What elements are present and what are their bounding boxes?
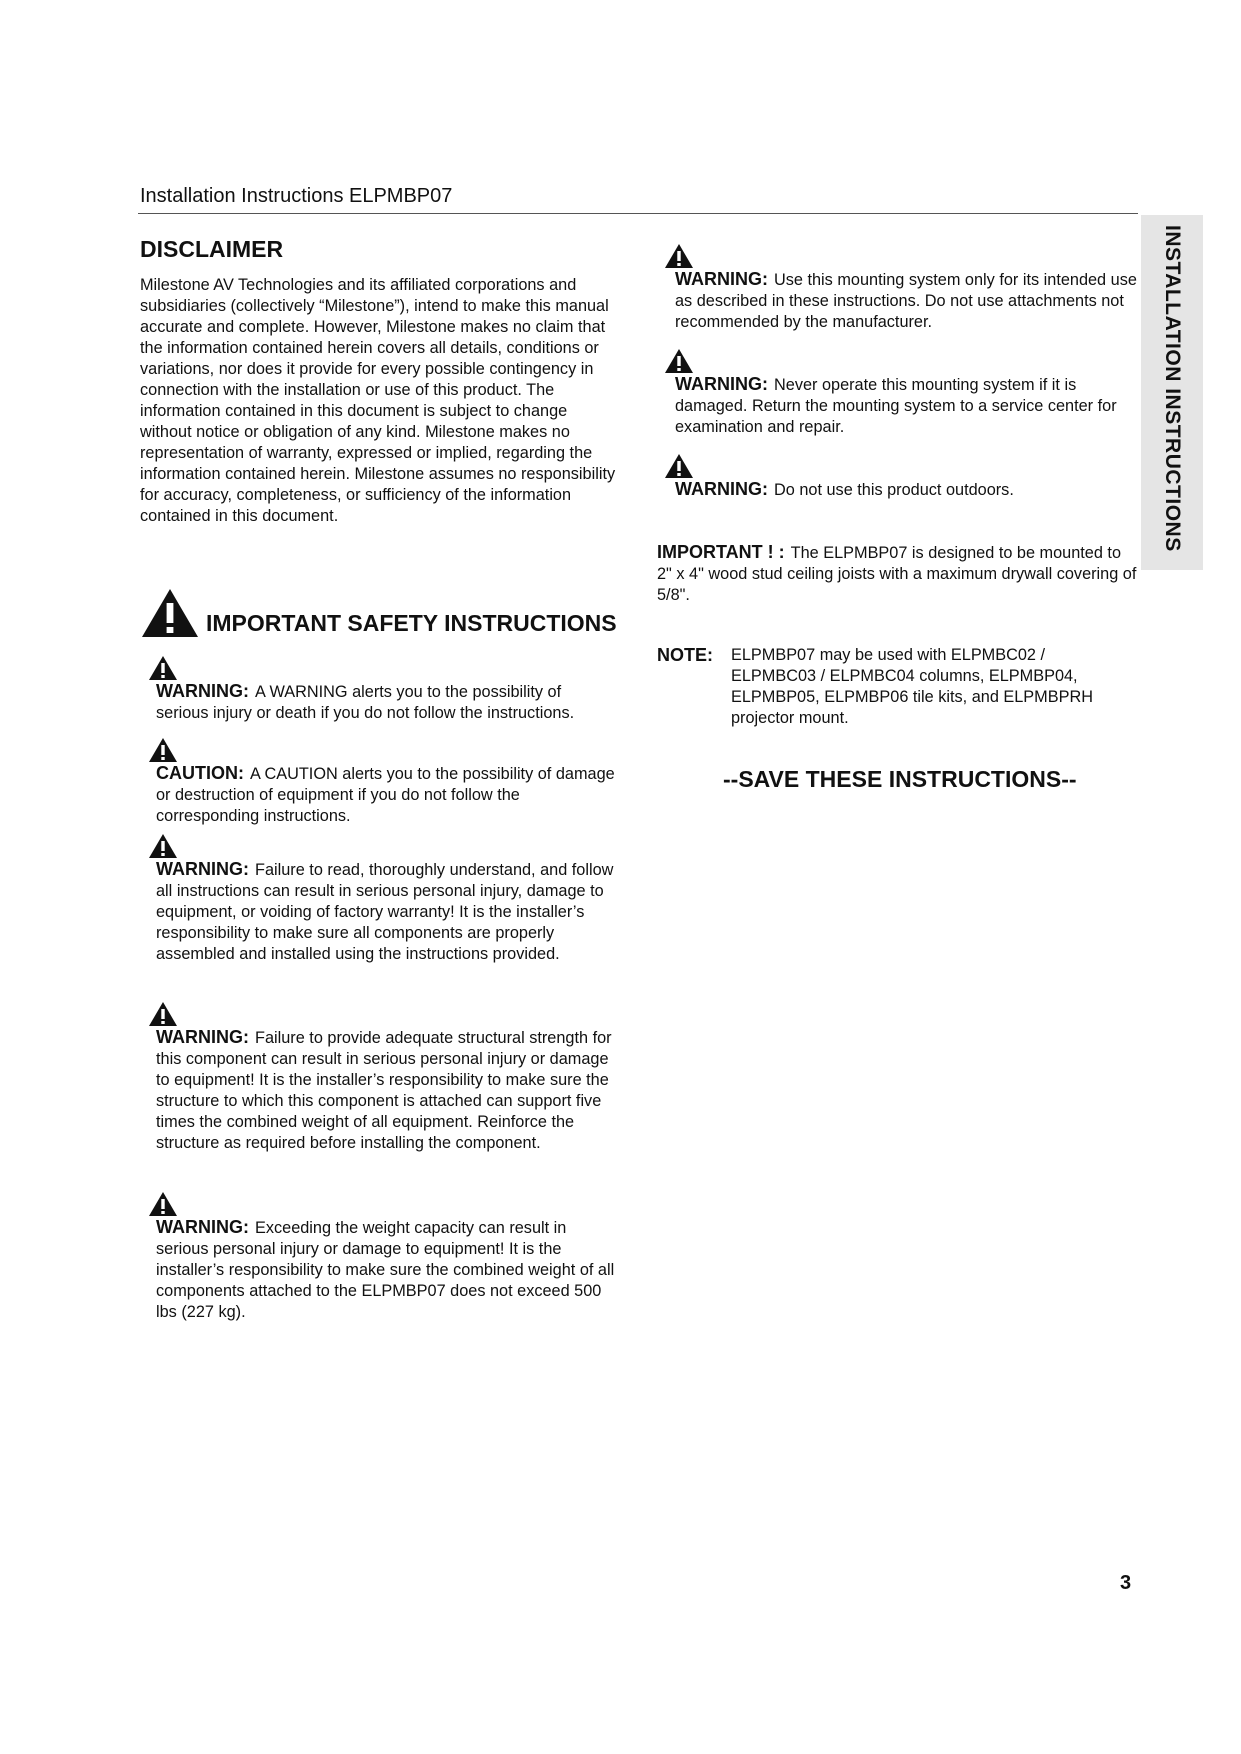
side-tab [1141,215,1203,570]
warning-label: WARNING: [675,269,768,289]
safety-item [148,1001,618,1154]
warning-icon [148,1191,178,1217]
warning-icon [664,243,694,269]
safety-heading: IMPORTANT SAFETY INSTRUCTIONS [206,610,617,636]
safety-heading-block [140,585,617,641]
save-instructions: --SAVE THESE INSTRUCTIONS-- [723,766,1077,792]
warning-label: WARNING: [156,859,249,879]
right-warning-item [664,348,1139,438]
caution-text: A CAUTION alerts you to the possibility of damage or destruction of equipment if you do not follow the corresponding instructions. [156,765,615,825]
note-label: NOTE: [657,645,713,665]
page-header-title: Installation Instructions ELPMBP07 [140,185,453,207]
important-label: IMPORTANT ! : [657,542,785,562]
caution-icon [148,737,178,763]
warning-text: Do not use this product outdoors. [774,481,1014,499]
safety-item [148,655,618,724]
disclaimer-section [140,236,620,527]
large-warning-icon [140,585,200,641]
warning-text: Failure to provide adequate structural strength for this component can result in serious personal injury or damage to equipment! It is the installer’s responsibility to make sure the structure to which this component is attached can support five times the combined weight of all equipment. Reinforce the structure as required before installing the component. [156,1029,612,1152]
side-tab-label: INSTALLATION INSTRUCTIONS [1161,225,1184,552]
warning-text: Use this mounting system only for its intended use as described in these instructions. Do not use attachments not recommended by the manufacturer. [675,271,1137,331]
right-warning-item [664,243,1139,333]
disclaimer-body: Milestone AV Technologies and its affiliated corporations and subsidiaries (collectively “Milestone”), intend to make this manual accurate and complete. However, Milestone makes no claim that the information contained herein covers all details, conditions or variations, nor does it provide for every possible contingency in connection with the installation or use of this product. The information contained in this document is subject to change without notice or obligation of any kind. Milestone makes no representation of warranty, expressed or implied, regarding the information contained herein. Milestone assumes no responsibility for accuracy, completeness, or sufficiency of the information contained in this document. [140,276,616,525]
warning-icon [664,453,694,479]
warning-icon [148,655,178,681]
disclaimer-heading: DISCLAIMER [140,236,284,262]
caution-label: CAUTION: [156,763,244,783]
warning-label: WARNING: [156,1217,249,1237]
warning-text: A WARNING alerts you to the possibility of serious injury or death if you do not follow the instructions. [156,683,575,722]
warning-icon [148,833,178,859]
important-text: The ELPMBP07 is designed to be mounted to 2" x 4" wood stud ceiling joists with a maximum drywall covering of 5/8". [657,544,1137,604]
note-text: ELPMBP07 may be used with ELPMBC02 / ELPMBC03 / ELPMBC04 columns, ELPMBP04, ELPMBP05, ELPMBP06 tile kits, and ELPMBPRH projector mount. [731,646,1093,727]
note-block [657,645,1127,729]
warning-label: WARNING: [675,374,768,394]
important-block [657,542,1137,606]
right-warning-item [664,453,1139,501]
warning-text: Failure to read, thoroughly understand, and follow all instructions can result in serious personal injury, damage to equipment, or voiding of factory warranty! It is the installer’s responsibility to make sure all components are properly assembled and installed using the instructions provided. [156,861,614,963]
safety-item [148,737,618,827]
warning-label: WARNING: [156,1027,249,1047]
warning-icon [664,348,694,374]
safety-item [148,833,618,965]
warning-text: Never operate this mounting system if it is damaged. Return the mounting system to a service center for examination and repair. [675,376,1117,436]
warning-text: Exceeding the weight capacity can result in serious personal injury or damage to equipment! It is the installer’s responsibility to make sure the combined weight of all components attached to the ELPMBP07 does not exceed 500 lbs (227 kg). [156,1219,615,1321]
header-rule [138,213,1138,214]
warning-icon [148,1001,178,1027]
page-number: 3 [1120,1572,1132,1594]
warning-label: WARNING: [156,681,249,701]
warning-label: WARNING: [675,479,768,499]
safety-item [148,1191,618,1323]
